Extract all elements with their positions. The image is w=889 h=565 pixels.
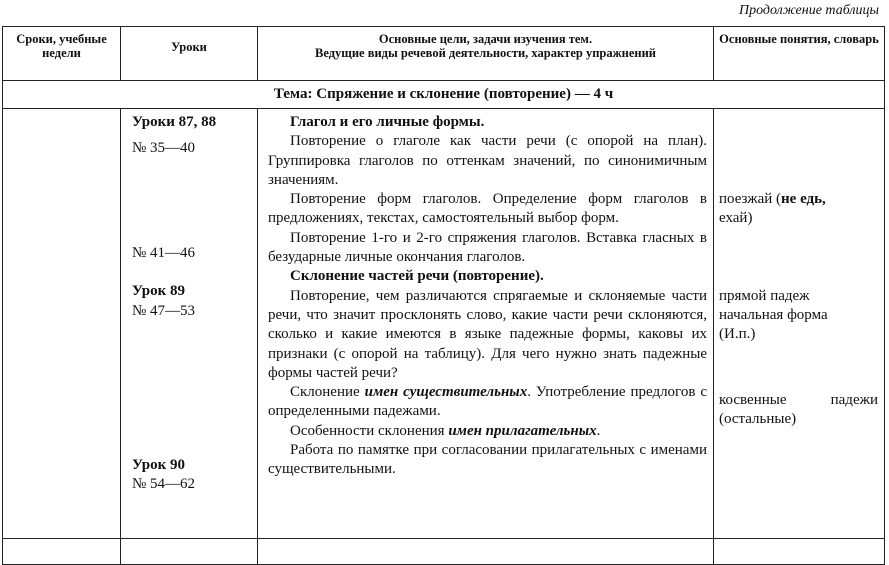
lesson-87-88-title: Уроки 87, 88 xyxy=(132,114,217,130)
content-row xyxy=(3,109,885,539)
header-weeks: Сроки, учебные недели xyxy=(3,27,121,81)
lesson-plan-table xyxy=(2,26,885,565)
empty-cell xyxy=(714,539,885,565)
description-cell xyxy=(258,109,714,539)
lesson-87-88-exercises-1: № 35—40 xyxy=(132,140,196,157)
emphasis-nouns: имен существительных xyxy=(364,384,528,401)
term-nominative: (И.п.) xyxy=(719,326,756,343)
term-direct-case: прямой падеж xyxy=(719,287,810,304)
term-initial-form: начальная форма xyxy=(719,306,828,323)
paragraph-noun-declension xyxy=(268,383,707,422)
paragraph-conjugation: Повторение 1-го и 2-го спряжения глаголов. Вставка гласных в безударные личные окончания глаголов. xyxy=(268,229,707,266)
text: Особенности склонения xyxy=(290,422,449,439)
theme-row xyxy=(3,81,885,109)
paragraph-declension-review: Повторение, чем различаются спрягаемые и склоняемые части речи, что значит просклонять слово, какие части речи склоняются, сколько и какие имеются в языке падежные формы, каковы их признаки (с опорой на таблицу). Для чего нужно знать падежные формы частей речи? xyxy=(268,287,707,381)
lesson-90-title: Урок 90 xyxy=(132,457,186,474)
text: поезжай ( xyxy=(719,191,781,208)
emphasis-adjectives: имен прилагательных xyxy=(448,422,597,439)
header-goals xyxy=(258,27,714,81)
lesson-87-88-exercises-2: № 41—46 xyxy=(132,244,196,261)
text: не xyxy=(781,191,797,208)
text: Склонение xyxy=(290,384,365,401)
empty-cell xyxy=(121,539,258,565)
weeks-cell xyxy=(3,109,121,539)
text: ехай) xyxy=(719,210,753,227)
heading-declension: Склонение частей речи (повторение). xyxy=(290,268,544,285)
header-terms: Основные понятия, словарь xyxy=(714,27,885,81)
empty-row xyxy=(3,539,885,565)
text: едь, xyxy=(800,191,826,208)
header-lessons: Уроки xyxy=(121,27,258,81)
term-poezzhai xyxy=(719,190,878,229)
heading-verb-forms: Глагол и его личные формы. xyxy=(290,114,485,130)
empty-cell xyxy=(3,539,121,565)
paragraph-adjective-declension xyxy=(268,422,707,441)
paragraph-memo-work: Работа по памятке при согласовании прилагательных с именами существительными. xyxy=(268,442,707,478)
lessons-cell xyxy=(121,109,258,539)
theme-title: Тема: Спряжение и склонение (повторение) — 4 ч xyxy=(3,81,885,109)
empty-cell xyxy=(258,539,714,565)
lesson-90-exercises: № 54—62 xyxy=(132,476,196,493)
continuation-caption: Продолжение таблицы xyxy=(738,3,879,18)
paragraph-verb-review: Повторение о глаголе как части речи (с опорой на план). Группировка глаголов по оттенкам значений, по синонимичным значениям. xyxy=(268,133,707,188)
header-goals-line1: Основные цели, задачи изучения тем. xyxy=(378,32,593,46)
header-row xyxy=(3,27,885,81)
header-goals-line2: Ведущие виды речевой деятельности, характер упражнений xyxy=(314,46,657,60)
terms-cell xyxy=(714,109,885,539)
text: . Употребление предлогов с определенными падежами. xyxy=(268,384,707,420)
lesson-89-title: Урок 89 xyxy=(132,283,186,300)
paragraph-verb-forms: Повторение форм глаголов. Определение форм глаголов в предложениях, текстах, самостоятельный выбор форм. xyxy=(268,191,707,227)
text: . xyxy=(596,422,601,439)
lesson-89-exercises: № 47—53 xyxy=(132,302,196,319)
term-oblique-cases: косвенные падежи (остальные) xyxy=(719,392,878,428)
